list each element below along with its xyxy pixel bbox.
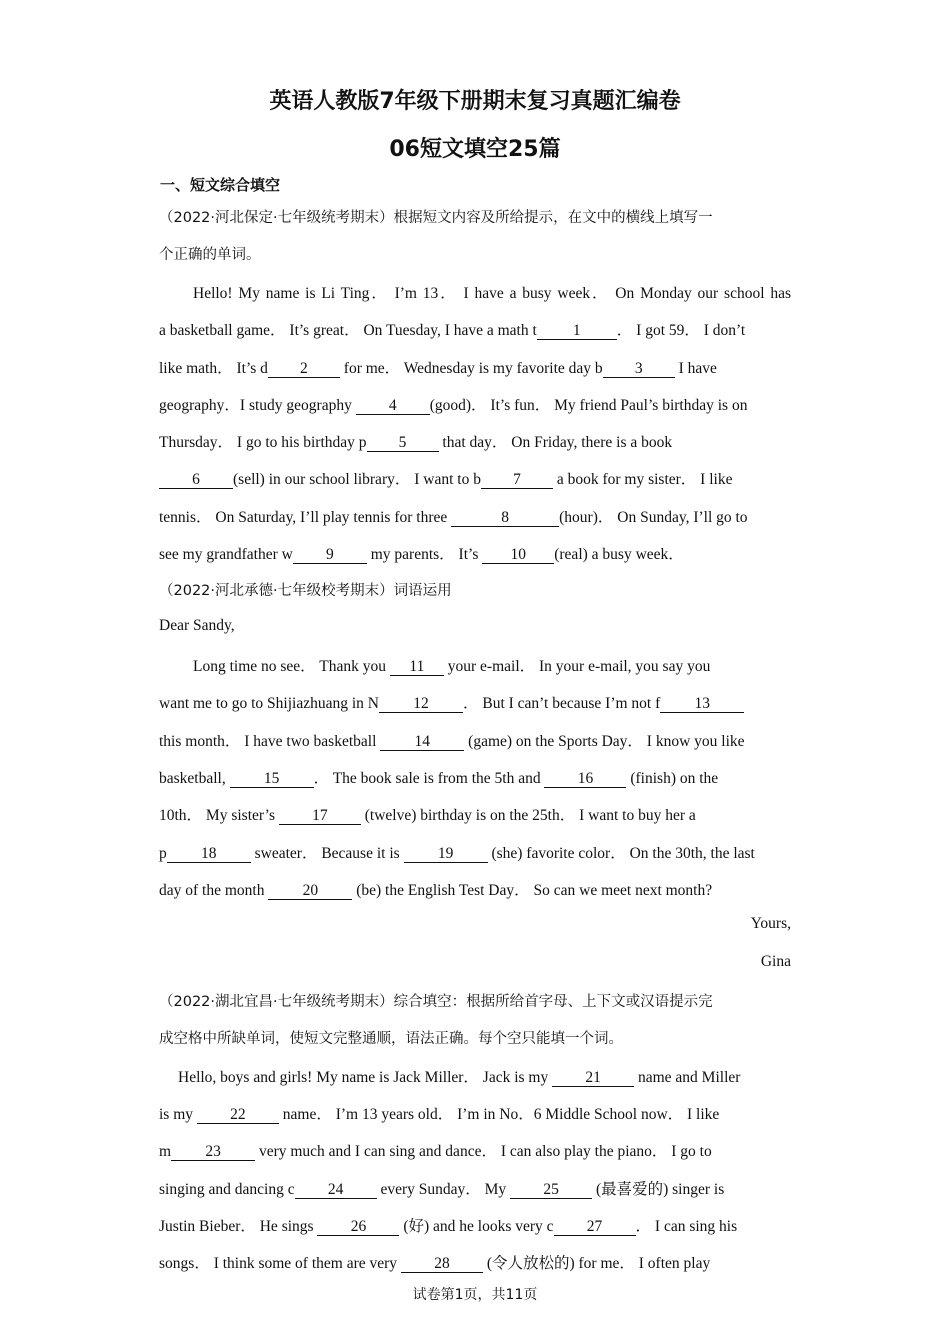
passage1-line: Hello! My name is Li Ting． I’m 13． I have a busy week． On Monday our school has [193, 285, 791, 302]
letter-salutation: Dear Sandy, [159, 617, 235, 634]
passage3-line: is my 22 name． I’m 13 years old． I’m in No．6 Middle School now． I like [159, 1106, 720, 1123]
document-subtitle: 06短文填空25篇 [389, 137, 561, 162]
blank-23[interactable]: 23 [171, 1144, 255, 1161]
passage2-line: day of the month 20 (be) the English Test Day． So can we meet next month? [159, 882, 713, 899]
passage1-line: like math． It’s d 2 for me． Wednesday is my favorite day b 3 I have [159, 360, 717, 377]
blank-2[interactable]: 2 [268, 361, 340, 378]
passage3-line: m 23 very much and I can sing and dance． I can also play the piano． I go to [159, 1143, 712, 1160]
page-footer: 试卷第1页，共11页 [412, 1287, 538, 1303]
passage2-line: Long time no see． Thank you 11 your e-mail． In your e-mail, you say you [193, 658, 711, 675]
blank-5[interactable]: 5 [367, 435, 439, 452]
document-title: 英语人教版7年级下册期末复习真题汇编卷 [269, 89, 681, 114]
blank-11[interactable]: 11 [390, 659, 444, 676]
blank-7[interactable]: 7 [481, 472, 553, 489]
passage1-line: see my grandfather w 9 my parents． It’s 10 (real) a busy week． [159, 546, 684, 563]
blank-9[interactable]: 9 [293, 547, 367, 564]
passage2-line: basketball, 15 ． The book sale is from the 5th and 16 (finish) on the [159, 770, 719, 787]
blank-18[interactable]: 18 [167, 846, 251, 863]
blank-4[interactable]: 4 [356, 398, 430, 415]
blank-16[interactable]: 16 [544, 771, 626, 788]
blank-27[interactable]: 27 [554, 1219, 636, 1236]
passage2-line: p 18 sweater． Because it is 19 (she) favorite color． On the 30th, the last [159, 845, 755, 862]
letter-closing: Yours, [750, 915, 791, 932]
passage3-intro-cont: 成空格中所缺单词，使短文完整通顺，语法正确。每个空只能填一个词。 [159, 1031, 623, 1047]
blank-17[interactable]: 17 [279, 808, 361, 825]
passage1-intro: （2022·河北保定·七年级统考期末）根据短文内容及所给提示，在文中的横线上填写一 [159, 210, 713, 226]
section-heading: 一、短文综合填空 [160, 176, 281, 194]
passage3-intro: （2022·湖北宜昌·七年级统考期末）综合填空：根据所给首字母、上下文或汉语提示完 [159, 994, 713, 1010]
blank-25[interactable]: 25 [510, 1182, 592, 1199]
passage1-line: Thursday． I go to his birthday p 5 that day． On Friday, there is a book [159, 434, 673, 451]
passage1-line: a basketball game． It’s great． On Tuesday, I have a math t 1 ． I got 59． I don’t [159, 322, 746, 339]
blank-14[interactable]: 14 [380, 734, 464, 751]
blank-13[interactable]: 13 [660, 696, 744, 713]
passage2-intro: （2022·河北承德·七年级校考期末）词语运用 [159, 583, 452, 599]
blank-15[interactable]: 15 [230, 771, 314, 788]
passage3-line: singing and dancing c 24 every Sunday． My 25 (最喜爱的) singer is [159, 1181, 725, 1198]
letter-signature: Gina [760, 953, 791, 970]
blank-19[interactable]: 19 [404, 846, 488, 863]
passage2-line: this month． I have two basketball 14 (game) on the Sports Day． I know you like [159, 733, 745, 750]
blank-20[interactable]: 20 [268, 883, 352, 900]
blank-8[interactable]: 8 [451, 510, 559, 527]
blank-6[interactable]: 6 [159, 472, 233, 489]
passage1-intro-cont: 个正确的单词。 [159, 247, 261, 263]
blank-21[interactable]: 21 [552, 1070, 634, 1087]
blank-26[interactable]: 26 [317, 1219, 399, 1236]
passage1-line: tennis． On Saturday, I’ll play tennis for three 8 (hour)． On Sunday, I’ll go to [159, 509, 748, 526]
passage3-line: Hello, boys and girls! My name is Jack Miller． Jack is my 21 name and Miller [178, 1069, 741, 1086]
blank-22[interactable]: 22 [197, 1107, 279, 1124]
blank-3[interactable]: 3 [603, 361, 675, 378]
passage2-line: want me to go to Shijiazhuang in N 12 ． But I can’t because I’m not f 13 [159, 691, 791, 713]
blank-28[interactable]: 28 [401, 1256, 483, 1273]
passage2-line: 10th． My sister’s 17 (twelve) birthday is on the 25th． I want to buy her a [159, 807, 696, 824]
passage3-line: songs． I think some of them are very 28 (令人放松的) for me． I often play [159, 1255, 711, 1272]
blank-12[interactable]: 12 [379, 696, 463, 713]
passage1-line: geography．I study geography 4 (good)． It’s fun． My friend Paul’s birthday is on [159, 397, 748, 414]
blank-24[interactable]: 24 [295, 1182, 377, 1199]
blank-1[interactable]: 1 [537, 323, 617, 340]
blank-10[interactable]: 10 [482, 547, 554, 564]
passage3-line: Justin Bieber． He sings 26 (好) and he looks very c 27 ． I can sing his [159, 1218, 738, 1235]
passage1-line: 6 (sell) in our school library． I want to b 7 a book for my sister． I like [159, 467, 791, 489]
